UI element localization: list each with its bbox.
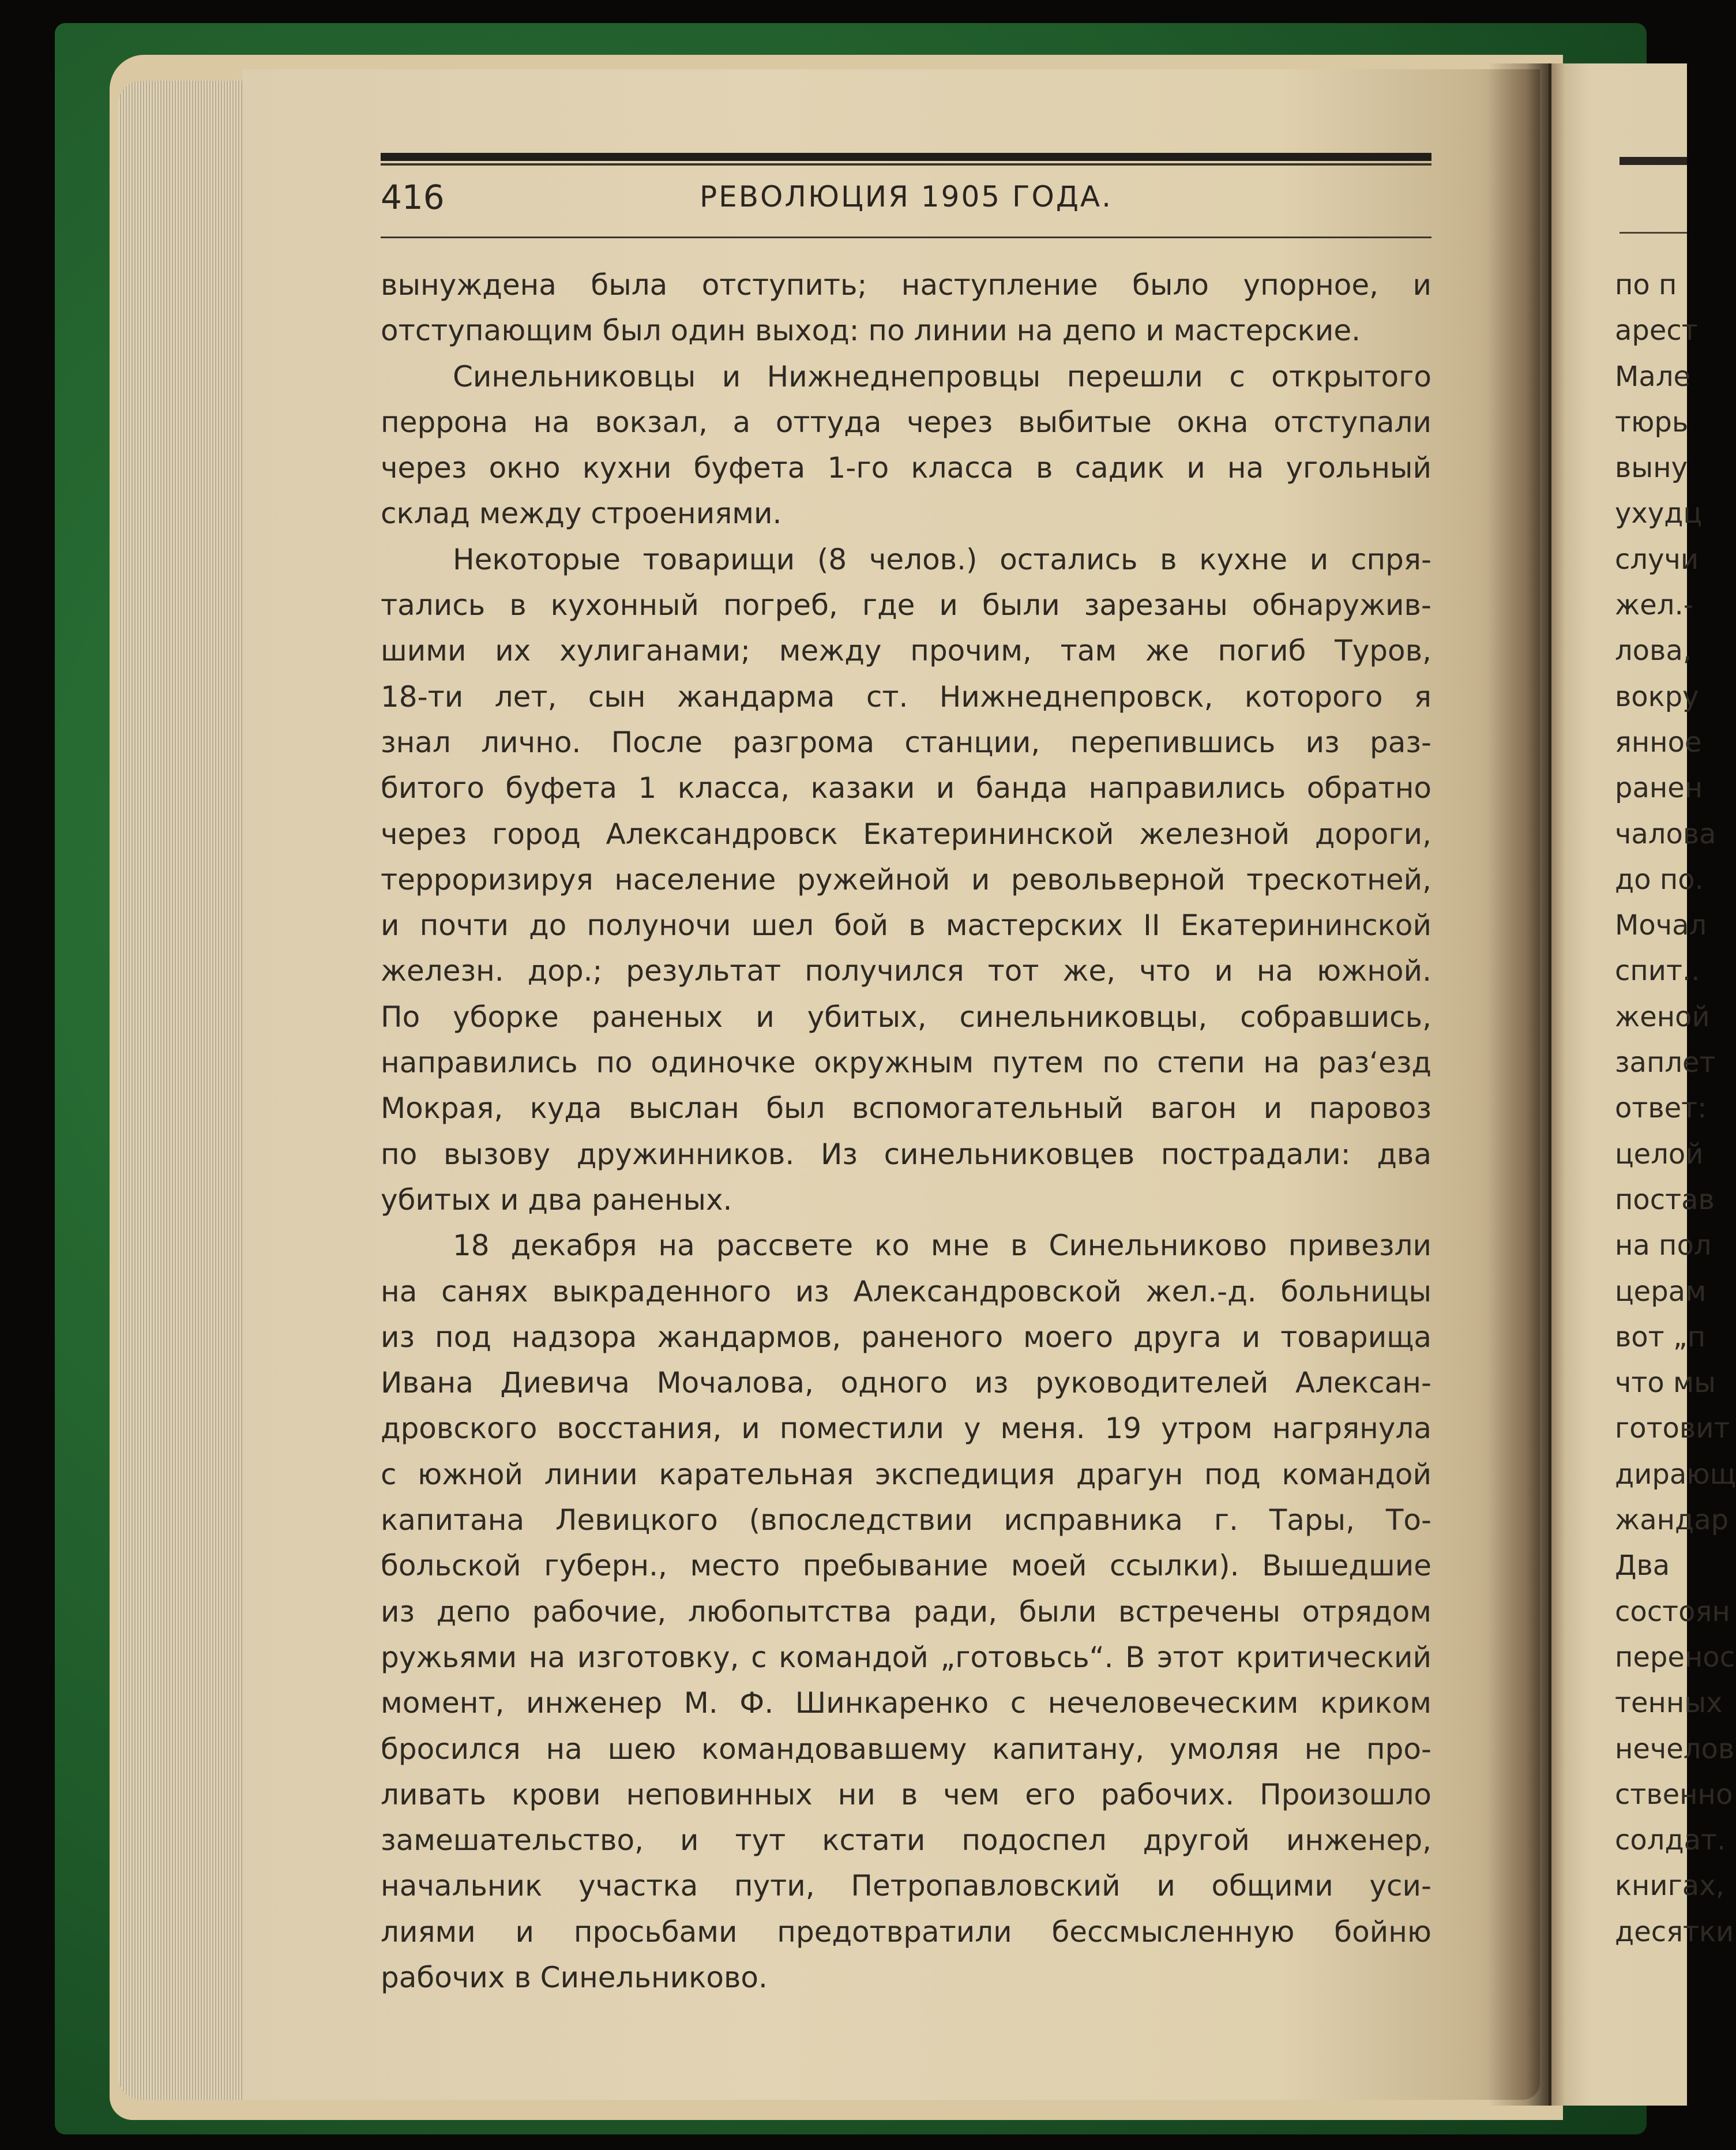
- text-line: из под надзора жандармов, раненого моего друга и товарища: [381, 1320, 1431, 1354]
- text-line: направились по одиночке окружным путем по степи на раз‘езд: [381, 1046, 1431, 1080]
- text-line: по вызову дружинников. Из синельниковцев пострадали: два: [381, 1137, 1431, 1171]
- text-line: на санях выкраденного из Александровской жел.-д. больницы: [381, 1274, 1431, 1308]
- right-text-line: Два: [1615, 1549, 1670, 1582]
- right-text-line: на пол: [1615, 1229, 1712, 1262]
- right-text-line: жандар: [1615, 1504, 1729, 1537]
- text-line: вынуждена была отступить; наступление было упорное, и: [381, 268, 1431, 302]
- text-line: 18-ти лет, сын жандарма ст. Нижнеднепровск, которого я: [381, 680, 1431, 714]
- right-text-line: выну: [1615, 452, 1688, 485]
- running-head-title: РЕВОЛЮЦИЯ 1905 ГОДА.: [700, 180, 1113, 213]
- right-text-line: солдат.: [1615, 1824, 1726, 1857]
- text-line: ливать крови неповинных ни в чем его рабочих. Произошло: [381, 1777, 1431, 1811]
- text-line: через город Александровск Екатерининской железной дороги,: [381, 817, 1431, 851]
- paragraph: [381, 354, 1431, 537]
- right-text-line: по п: [1615, 269, 1677, 301]
- right-text-line: что мы: [1615, 1367, 1716, 1399]
- text-line: бросился на шею командовавшему капитану, умоляя не про-: [381, 1732, 1431, 1766]
- text-line: 18 декабря на рассвете ко мне в Синельниково привезли: [453, 1229, 1431, 1263]
- text-line: ружьями на изготовку, с командой „готовьсь“. В этот критический: [381, 1640, 1431, 1674]
- text-line: больской губерн., место пребывание моей ссылки). Вышедшие: [381, 1549, 1431, 1583]
- right-text-line: вокру: [1615, 680, 1699, 713]
- text-line: тались в кухонный погреб, где и были зарезаны обнаружив-: [381, 588, 1431, 622]
- text-line: дровского восстания, и поместили у меня. 19 утром нагрянула: [381, 1412, 1431, 1446]
- text-line: отступающим был один выход: по линии на депо и мастерские.: [381, 314, 1361, 348]
- right-text-line: ухудц: [1615, 497, 1703, 530]
- right-text-line: лова,: [1615, 635, 1692, 667]
- running-head: [381, 178, 1431, 230]
- right-header-rule-thin: [1619, 232, 1687, 234]
- right-header-rule-thick: [1619, 157, 1687, 165]
- text-line: и почти до полуночи шел бой в мастерских II Екатерининской: [381, 909, 1431, 943]
- text-line: битого буфета 1 класса, казаки и банда направились обратно: [381, 771, 1431, 805]
- text-line: замешательство, и тут кстати подоспел другой инженер,: [381, 1823, 1431, 1858]
- right-text-line: церам: [1615, 1275, 1707, 1308]
- text-line: Некоторые товарищи (8 челов.) остались в кухне и спря-: [453, 542, 1431, 576]
- text-line: рабочих в Синельниково.: [381, 1960, 768, 1994]
- right-text-line: постав: [1615, 1183, 1715, 1216]
- text-line: перрона на вокзал, а оттуда через выбитые окна отступали: [381, 405, 1431, 439]
- right-text-line: спит..: [1615, 955, 1700, 988]
- page-number: 416: [381, 178, 445, 217]
- text-line: Мокрая, куда выслан был вспомогательный вагон и паровоз: [381, 1091, 1431, 1125]
- right-text-line: десятки: [1615, 1915, 1734, 1948]
- text-line: через окно кухни буфета 1-го класса в садик и на угольный: [381, 451, 1431, 485]
- right-text-line: арест: [1615, 314, 1698, 347]
- right-text-line: нечелов: [1615, 1732, 1735, 1765]
- right-text-line: тюрь: [1615, 406, 1689, 438]
- text-line: По уборке раненых и убитых, синельниковцы, собравшись,: [381, 1000, 1431, 1034]
- right-text-line: женой: [1615, 1000, 1710, 1033]
- right-text-line: жел.-: [1615, 589, 1694, 622]
- right-text-line: янное: [1615, 726, 1702, 759]
- right-text-line: случи: [1615, 543, 1699, 576]
- text-line: шими их хулиганами; между прочим, там же погиб Туров,: [381, 634, 1431, 668]
- right-text-line: Мочал: [1615, 909, 1707, 942]
- right-text-line: ственно: [1615, 1778, 1733, 1811]
- right-text-line: готовит: [1615, 1412, 1730, 1445]
- text-line: момент, инженер М. Ф. Шинкаренко с нечеловеческим криком: [381, 1686, 1431, 1720]
- right-page-text: [1615, 262, 1736, 1955]
- paragraph: [381, 537, 1431, 1223]
- right-text-line: ответ:: [1615, 1092, 1707, 1125]
- right-text-line: целой: [1615, 1138, 1704, 1170]
- header-rule-thick-lower: [381, 163, 1431, 166]
- text-line: с южной линии карательная экспедиция драгун под командой: [381, 1457, 1431, 1491]
- text-line: из депо рабочие, любопытства ради, были встречены отрядом: [381, 1594, 1431, 1629]
- paragraph: [381, 262, 1431, 354]
- text-line: начальник участка пути, Петропавловский и общими уси-: [381, 1869, 1431, 1903]
- text-line: знал лично. После разгрома станции, перепившись из раз-: [381, 725, 1431, 759]
- right-text-line: состоян: [1615, 1595, 1730, 1628]
- page-edges: [118, 81, 245, 2100]
- right-text-line: вот „п: [1615, 1320, 1706, 1353]
- book-gutter: [1488, 63, 1551, 2106]
- text-line: Синельниковцы и Нижнеднепровцы перешли с открытого: [453, 359, 1431, 393]
- text-line: Ивана Диевича Мочалова, одного из руководителей Алексан-: [381, 1366, 1431, 1400]
- header-rule-thick: [381, 153, 1431, 161]
- right-text-line: книгах,: [1615, 1870, 1724, 1903]
- paragraph: [381, 1223, 1431, 2001]
- right-text-line: чалова: [1615, 817, 1716, 850]
- text-line: железн. дор.; результат получился тот же, что и на южной.: [381, 954, 1431, 988]
- right-text-line: дирающ: [1615, 1458, 1736, 1491]
- text-line: терроризируя население ружейной и револьверной трескотней,: [381, 862, 1431, 896]
- text-line: убитых и два раненых.: [381, 1183, 732, 1217]
- right-text-line: перенос: [1615, 1641, 1735, 1674]
- text-line: склад между строениями.: [381, 497, 782, 531]
- right-text-line: до по.: [1615, 863, 1704, 896]
- right-text-line: Мале: [1615, 360, 1691, 393]
- page-text: [381, 262, 1431, 2001]
- right-text-line: ранен: [1615, 772, 1703, 805]
- right-text-line: тенных: [1615, 1687, 1723, 1720]
- right-text-line: заплет: [1615, 1046, 1716, 1079]
- text-line: лиями и просьбами предотвратили бессмысленную бойню: [381, 1915, 1431, 1949]
- header-rule-thin: [381, 237, 1431, 238]
- text-line: капитана Левицкого (впоследствии исправника г. Тары, То-: [381, 1503, 1431, 1537]
